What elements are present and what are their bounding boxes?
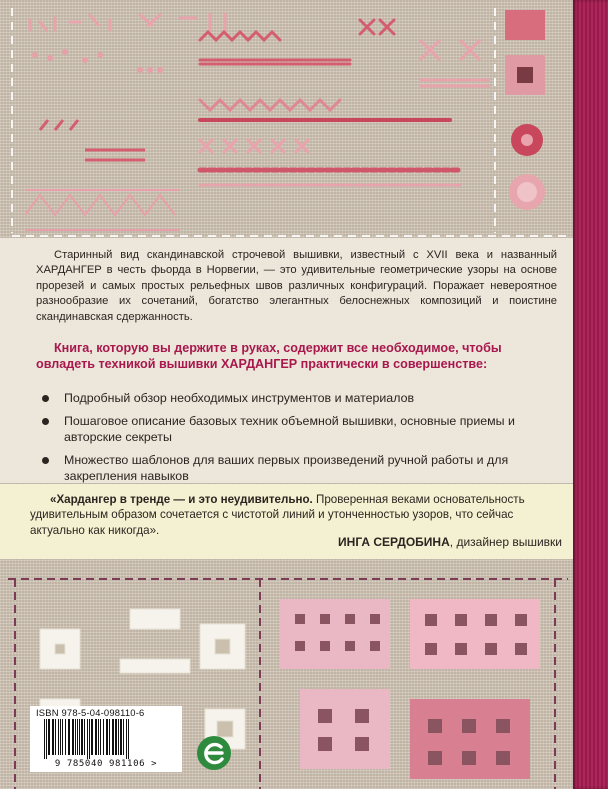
eksmo-e-logo-icon [196, 735, 232, 771]
bullet-icon [42, 418, 49, 425]
lead-paragraph: Книга, которую вы держите в руках, содержит все необходимое, чтобы овладеть техникой вышивки ХАРДАНГЕР практически в совершенстве: [36, 341, 502, 371]
isbn-label: ISBN 978-5-04-098110-6 [36, 707, 145, 718]
barcode-suffix: > [151, 759, 158, 769]
feature-text: Множество шаблонов для ваших первых произведений ручной работы и для закрепления навыков [64, 453, 509, 483]
barcode-icon [44, 719, 170, 759]
embroidery-sampler-top [0, 0, 573, 240]
feature-item [38, 413, 558, 445]
intro-paragraph: Старинный вид скандинавской строчевой вышивки, известный с XVII века и названный ХАРДАНГЕР в честь фьорда в Норвегии, — это удивительные геометрические узоры на основе прорезей и самых простых рельефных швов различных конфигураций. Поражает невероятное разнообразие их сочетаний, богатство элегантных белоснежных композиций и поистине скандинавская сдержанность. [36, 249, 557, 323]
feature-text: Подробный обзор необходимых инструментов и материалов [64, 391, 415, 405]
feature-text: Пошаговое описание базовых техник объемной вышивки, основные приемы и авторские секреты [64, 414, 515, 444]
testimonial-quote [30, 492, 558, 538]
book-spine [573, 0, 608, 789]
author-name: ИНГА СЕРДОБИНА [338, 535, 450, 549]
author-role: , дизайнер вышивки [449, 535, 562, 549]
quote-author [338, 535, 562, 550]
feature-item [38, 452, 558, 484]
quote-headline: «Хардангер в тренде — и это неудивительно. [50, 493, 313, 506]
feature-item [38, 390, 558, 406]
barcode-number: 9 785040 981106 [54, 759, 146, 769]
quote-body: Проверенная веками основательность удивительным образом сочетается с чистотой линий и утонченностью узоров, что сейчас актуально как никогда». [30, 493, 525, 537]
bullet-icon [42, 457, 49, 464]
barcode-digits [30, 759, 182, 769]
feature-list [38, 390, 558, 491]
bullet-icon [42, 395, 49, 402]
